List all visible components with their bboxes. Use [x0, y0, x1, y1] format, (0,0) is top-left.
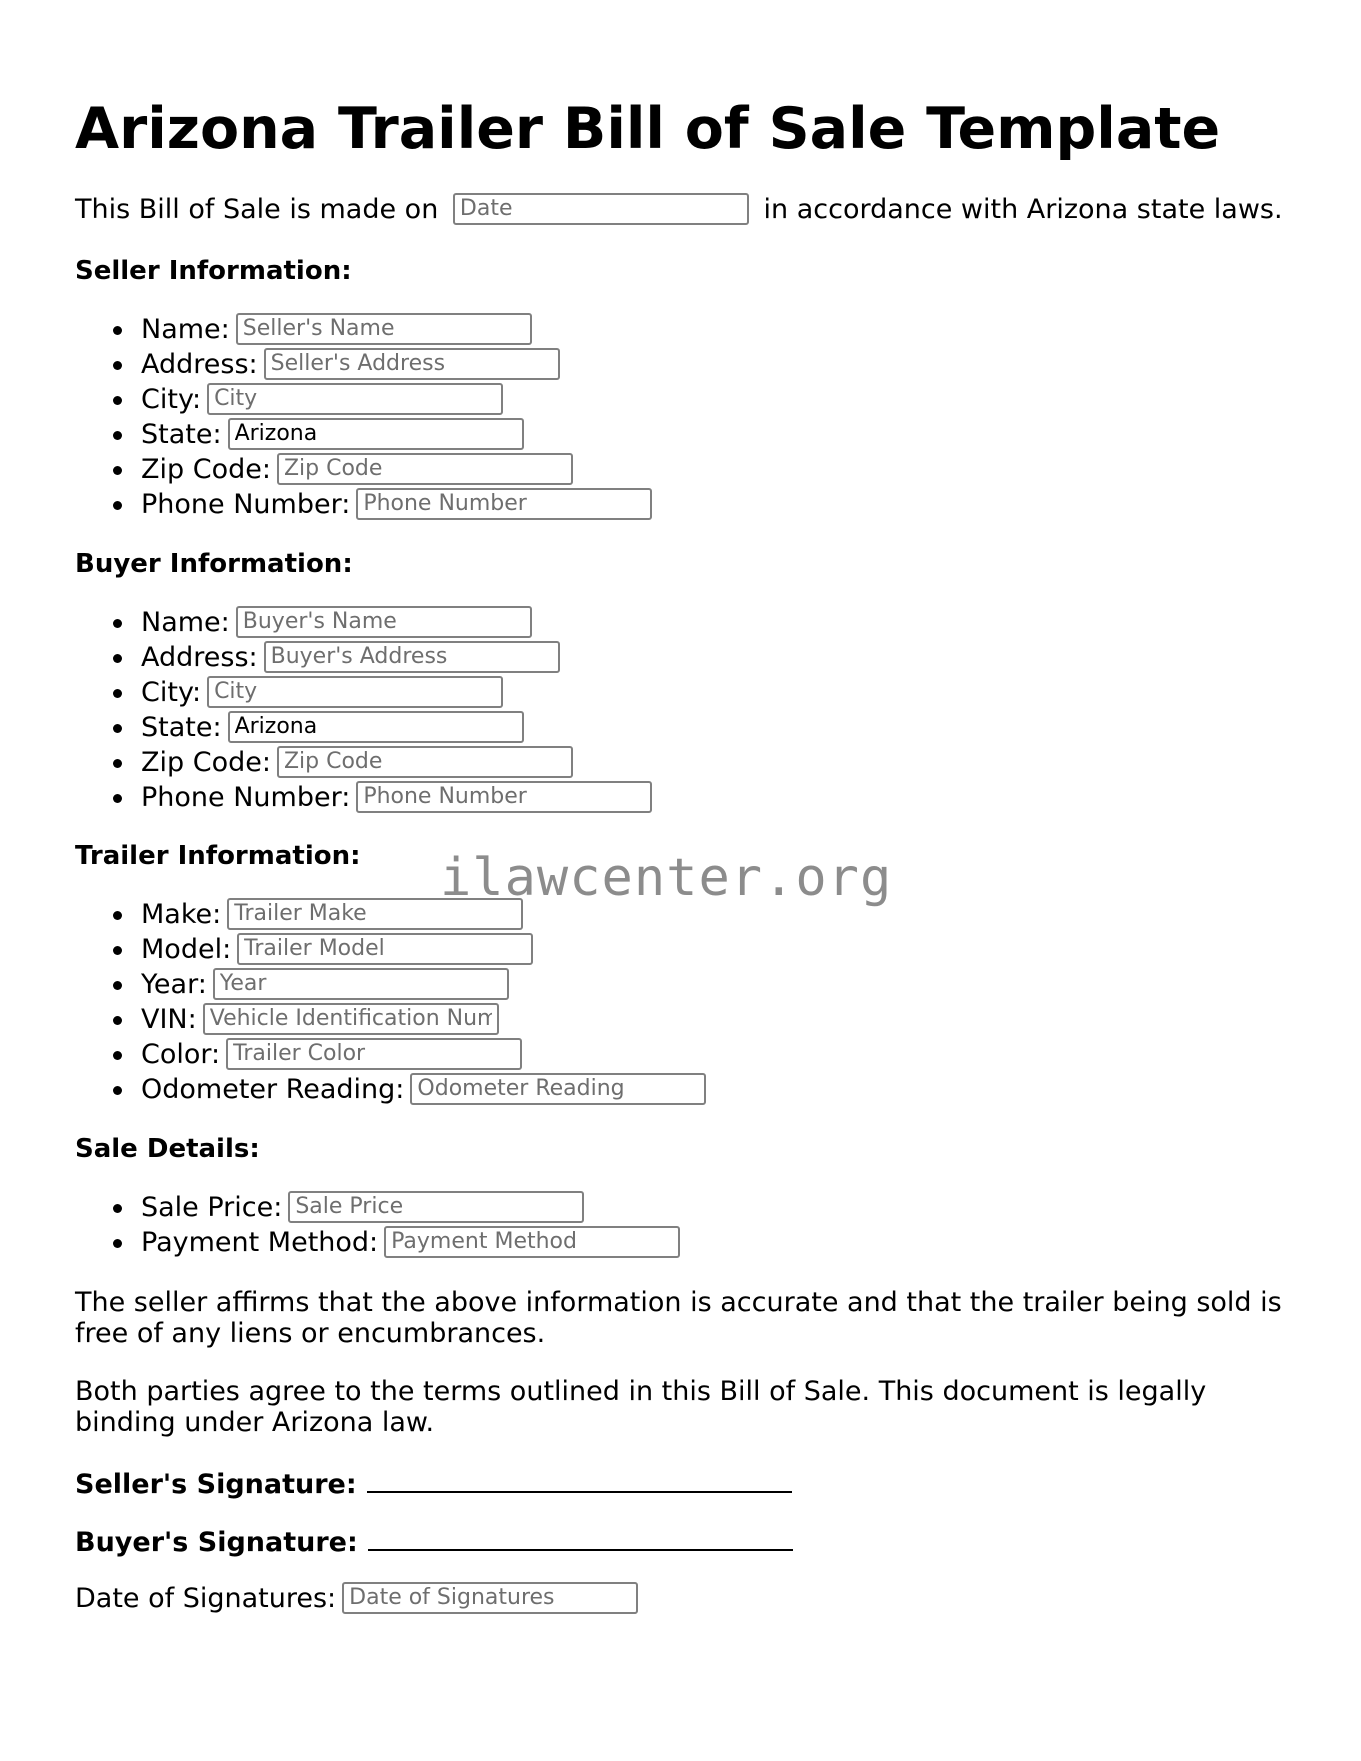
field-label: City: — [141, 677, 202, 708]
seller-signature-label: Seller's Signature: — [75, 1469, 357, 1500]
buyer-city-input[interactable] — [207, 676, 503, 708]
buyer-heading: Buyer Information: — [75, 549, 353, 579]
affirmation-paragraph: The seller affirms that the above information is accurate and that the trailer being sold is free of any liens or encumbrances. — [75, 1287, 1282, 1349]
seller-signature-field[interactable] — [367, 1466, 792, 1493]
field-label: Make: — [141, 899, 222, 930]
seller-address-item — [75, 347, 652, 382]
sale-heading: Sale Details: — [75, 1134, 260, 1164]
payment-method-item — [75, 1225, 680, 1260]
buyer-state-input[interactable] — [228, 711, 524, 743]
buyer-signature-line — [75, 1524, 793, 1560]
seller-phone-item — [75, 487, 652, 522]
buyer-city-item — [75, 675, 652, 710]
field-label: Name: — [141, 607, 230, 638]
buyer-phone-item — [75, 780, 652, 815]
field-label: VIN: — [141, 1004, 197, 1035]
trailer-year-item — [75, 967, 706, 1002]
payment-method-input[interactable] — [384, 1226, 680, 1258]
watermark: ilawcenter.org — [440, 848, 893, 908]
page-title: Arizona Trailer Bill of Sale Template — [75, 96, 1221, 162]
seller-zip-input[interactable] — [277, 453, 573, 485]
sale-price-input[interactable] — [288, 1191, 584, 1223]
trailer-vin-input[interactable] — [203, 1003, 499, 1035]
field-label: Address: — [141, 349, 258, 380]
field-label: Odometer Reading: — [141, 1074, 405, 1105]
trailer-model-item — [75, 932, 706, 967]
seller-name-input[interactable] — [236, 313, 532, 345]
trailer-color-input[interactable] — [226, 1038, 522, 1070]
seller-address-input[interactable] — [264, 348, 560, 380]
intro-line — [75, 193, 1283, 227]
field-label: Phone Number: — [141, 489, 351, 520]
seller-heading: Seller Information: — [75, 256, 352, 286]
trailer-heading: Trailer Information: — [75, 841, 361, 871]
seller-state-item — [75, 417, 652, 452]
field-label: Zip Code: — [141, 454, 271, 485]
sale-price-item — [75, 1190, 680, 1225]
field-label: State: — [141, 712, 222, 743]
seller-zip-item — [75, 452, 652, 487]
agreement-paragraph: Both parties agree to the terms outlined in this Bill of Sale. This document is legally binding under Arizona law. — [75, 1376, 1207, 1438]
seller-city-input[interactable] — [207, 383, 503, 415]
signature-date-line — [75, 1582, 638, 1616]
trailer-odometer-item — [75, 1072, 706, 1107]
buyer-name-item — [75, 605, 652, 640]
signature-date-label: Date of Signatures: — [75, 1583, 337, 1614]
trailer-year-input[interactable] — [213, 968, 509, 1000]
trailer-color-item — [75, 1037, 706, 1072]
sale-date-input[interactable] — [453, 193, 749, 225]
buyer-zip-item — [75, 745, 652, 780]
field-label: Year: — [141, 969, 207, 1000]
field-label: Address: — [141, 642, 258, 673]
field-label: Model: — [141, 934, 232, 965]
seller-name-item — [75, 312, 652, 347]
seller-phone-input[interactable] — [356, 488, 652, 520]
buyer-address-item — [75, 640, 652, 675]
trailer-model-input[interactable] — [237, 933, 533, 965]
seller-city-item — [75, 382, 652, 417]
trailer-odometer-input[interactable] — [410, 1073, 706, 1105]
sale-fields — [75, 1190, 680, 1260]
buyer-signature-field[interactable] — [368, 1524, 793, 1551]
buyer-address-input[interactable] — [264, 641, 560, 673]
field-label: State: — [141, 419, 222, 450]
trailer-vin-item — [75, 1002, 706, 1037]
buyer-fields — [75, 605, 652, 815]
field-label: Zip Code: — [141, 747, 271, 778]
signature-date-input[interactable] — [342, 1582, 638, 1614]
field-label: Payment Method: — [141, 1227, 379, 1258]
intro-text-before: This Bill of Sale is made on — [75, 194, 439, 225]
field-label: Sale Price: — [141, 1192, 283, 1223]
buyer-zip-input[interactable] — [277, 746, 573, 778]
field-label: Phone Number: — [141, 782, 351, 813]
field-label: Color: — [141, 1039, 221, 1070]
intro-text-after: in accordance with Arizona state laws. — [763, 194, 1283, 225]
trailer-fields — [75, 897, 706, 1107]
seller-state-input[interactable] — [228, 418, 524, 450]
seller-signature-line — [75, 1466, 792, 1502]
buyer-phone-input[interactable] — [356, 781, 652, 813]
buyer-signature-label: Buyer's Signature: — [75, 1527, 358, 1558]
buyer-name-input[interactable] — [236, 606, 532, 638]
field-label: Name: — [141, 314, 230, 345]
seller-fields — [75, 312, 652, 522]
field-label: City: — [141, 384, 202, 415]
buyer-state-item — [75, 710, 652, 745]
